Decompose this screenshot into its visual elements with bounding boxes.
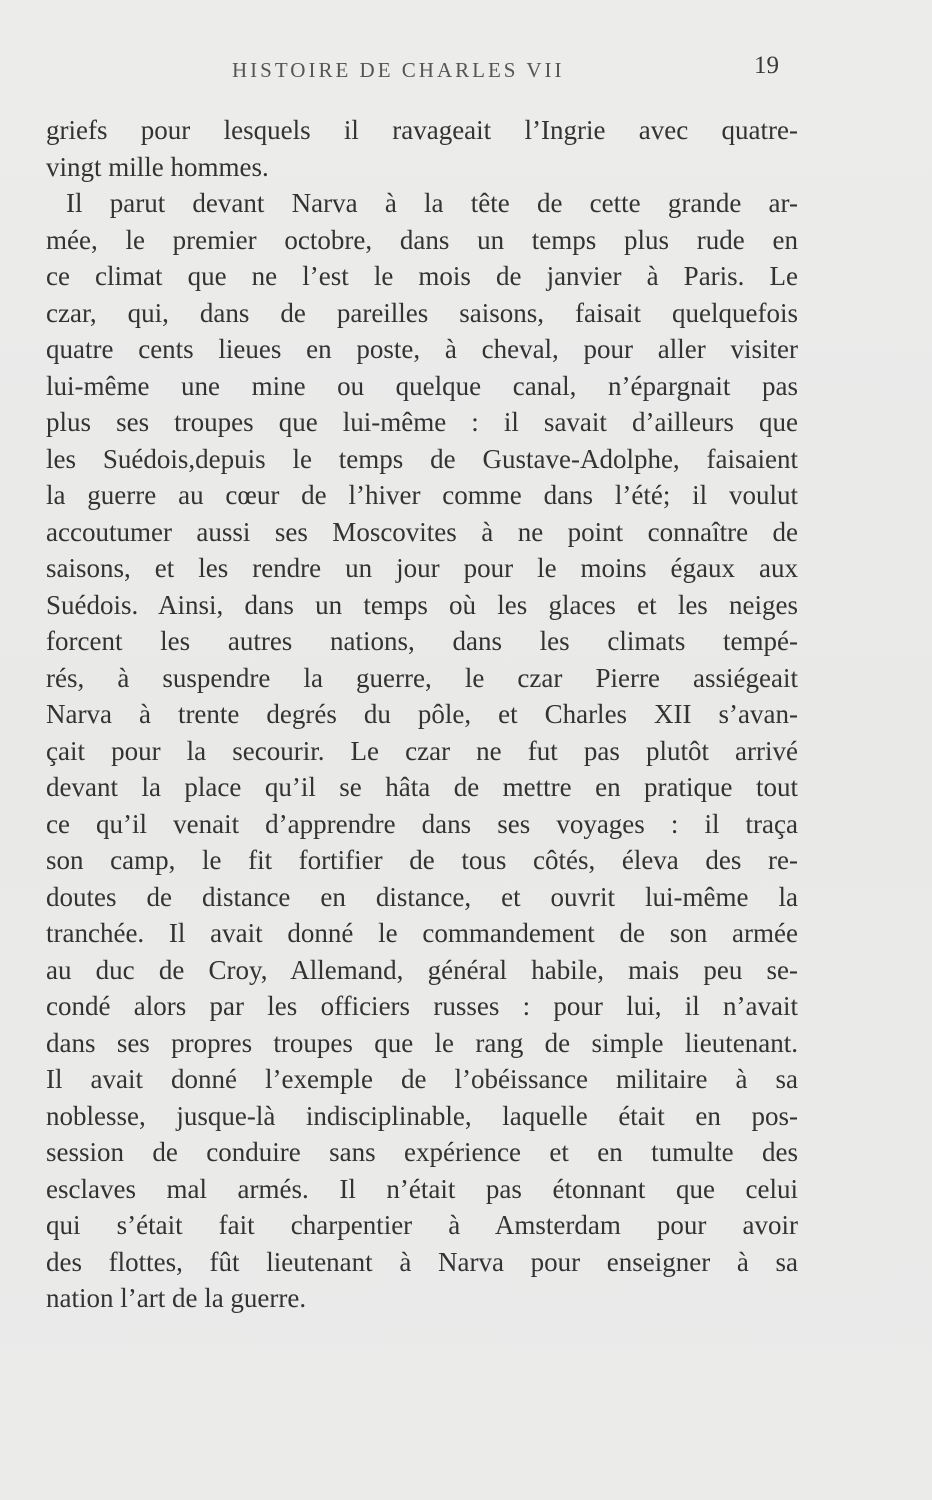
running-header: HISTOIRE DE CHARLES VII [232,58,565,82]
body-text [46,112,798,1317]
text-line: session de conduire sans expérience et en tumulte des [46,1137,798,1167]
text-line: rés, à suspendre la guerre, le czar Pierre assiégeait [46,662,798,693]
text-line: quatre cents lieues en poste, à cheval, pour aller visiter [46,334,798,364]
text-line: saisons, et les rendre un jour pour le moins égaux aux [46,553,798,583]
text-line: mée, le premier octobre, dans un temps plus rude en [46,224,798,255]
text-line: lui-même une mine ou quelque canal, n’épargnait pas [46,370,798,401]
text-line: Narva à trente degrés du pôle, et Charles XII s’avan- [46,699,798,729]
text-line: vingt mille hommes. [46,151,269,182]
text-line: çait pour la secourir. Le czar ne fut pas plutôt arrivé [46,735,798,766]
text-line: ce qu’il venait d’apprendre dans ses voyages : il traça [46,808,798,839]
text-line: czar, qui, dans de pareilles saisons, faisait quelquefois [46,297,798,328]
text-line: forcent les autres nations, dans les climats tempé- [46,626,798,656]
text-line: plus ses troupes que lui-même : il savait d’ailleurs que [46,407,798,437]
text-line: nation l’art de la guerre. [46,1283,307,1313]
page-number: 19 [754,52,779,79]
text-line: dans ses propres troupes que le rang de simple lieutenant. [46,1027,798,1058]
text-line: qui s’était fait charpentier à Amsterdam pour avoir [46,1210,798,1240]
text-line: esclaves mal armés. Il n’était pas étonnant que celui [46,1173,798,1204]
text-line: tranchée. Il avait donné le commandement de son armée [46,918,798,948]
text-line: les Suédois,depuis le temps de Gustave-Adolphe, faisaient [46,443,798,474]
text-line: la guerre au cœur de l’hiver comme dans l’été; il voulut [46,480,798,510]
text-line: doutes de distance en distance, et ouvrit lui-même la [46,881,798,912]
text-line: Suédois. Ainsi, dans un temps où les glaces et les neiges [46,589,798,620]
text-line: noblesse, jusque-là indisciplinable, laquelle était en pos- [46,1100,798,1131]
text-line: son camp, le fit fortifier de tous côtés, éleva des re- [46,845,798,875]
text-line: devant la place qu’il se hâta de mettre en pratique tout [46,772,798,802]
text-line: condé alors par les officiers russes : pour lui, il n’avait [46,991,798,1021]
text-line: Il avait donné l’exemple de l’obéissance militaire à sa [46,1064,798,1094]
text-line: accoutumer aussi ses Moscovites à ne point connaître de [46,516,798,547]
text-line: ce climat que ne l’est le mois de janvier à Paris. Le [46,261,798,291]
text-line: des flottes, fût lieutenant à Narva pour enseigner à sa [46,1246,798,1277]
text-line: au duc de Croy, Allemand, général habile, mais peu se- [46,954,798,985]
text-line: griefs pour lesquels il ravageait l’Ingrie avec quatre- [46,115,798,145]
text-line: Il parut devant Narva à la tête de cette grande ar- [66,188,798,218]
